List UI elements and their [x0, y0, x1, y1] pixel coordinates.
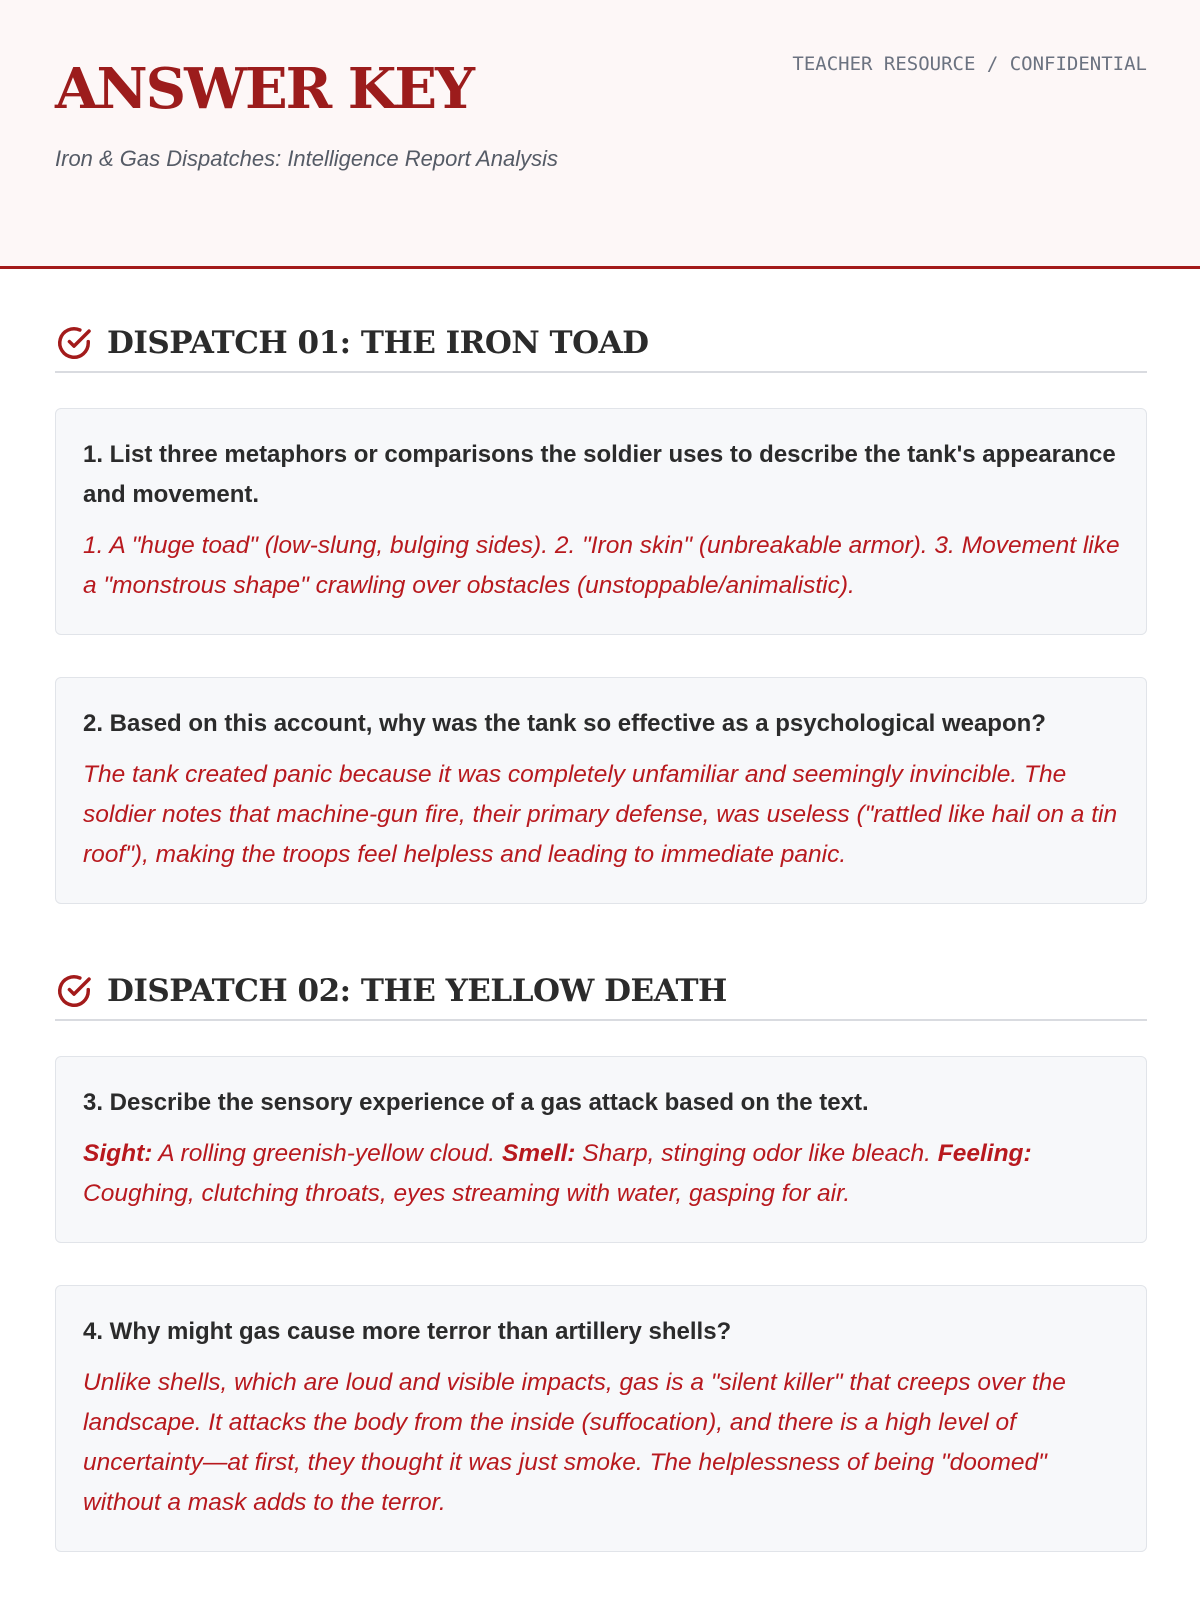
confidential-tag: TEACHER RESOURCE / CONFIDENTIAL	[792, 53, 1147, 75]
answer-text-sight: A rolling greenish-yellow cloud.	[152, 1140, 502, 1167]
section-title: DISPATCH 02: THE YELLOW DEATH	[107, 973, 727, 1009]
answer-text: Unlike shells, which are loud and visible impacts, gas is a "silent killer" that creeps over the landscape. It attacks the body from the inside (suffocation), and there is a high level of uncertainty—at first, they thought it was just smoke. The helplessness of being "doomed" without a mask adds to the terror.	[83, 1369, 1066, 1516]
question-text: 2. Based on this account, why was the tank so effective as a psychological weapon?	[83, 710, 1046, 737]
answer-label-smell: Smell:	[501, 1140, 576, 1167]
question-text: 4. Why might gas cause more terror than artillery shells?	[83, 1318, 732, 1345]
section-title: DISPATCH 01: THE IRON TOAD	[107, 325, 649, 361]
section-dispatch-02	[55, 963, 1147, 1516]
page-title: ANSWER KEY	[55, 56, 474, 122]
answer-text: The tank created panic because it was completely unfamiliar and seemingly invincible. The soldier notes that machine-gun fire, their primary defense, was useless ("rattled like hail on a tin roof"), making the troops feel helpless and leading to immediate panic.	[83, 761, 1118, 868]
question-text: 3. Describe the sensory experience of a gas attack based on the text.	[83, 1089, 869, 1116]
page-subtitle: Iron & Gas Dispatches: Intelligence Report Analysis	[55, 146, 558, 171]
question-card-4	[55, 1285, 1147, 1552]
question-card-1	[55, 408, 1147, 635]
answer-text-feeling: Coughing, clutching throats, eyes streaming with water, gasping for air.	[83, 1180, 851, 1207]
section-header	[55, 315, 1147, 373]
answer-label-sight: Sight:	[83, 1140, 153, 1167]
check-circle-icon	[55, 972, 93, 1010]
question-card-2	[55, 677, 1147, 904]
page-header	[0, 0, 1200, 269]
section-header	[55, 963, 1147, 1021]
answer-text: 1. A "huge toad" (low-slung, bulging sides). 2. "Iron skin" (unbreakable armor). 3. Movement like a "monstrous shape" crawling over obstacles (unstoppable/animalistic).	[83, 532, 1120, 599]
answer-text	[83, 1134, 1120, 1214]
answer-text-smell: Sharp, stinging odor like bleach.	[575, 1140, 938, 1167]
section-dispatch-01	[55, 315, 1147, 868]
check-circle-icon	[55, 324, 93, 362]
question-card-3	[55, 1056, 1147, 1243]
question-text: 1. List three metaphors or comparisons the soldier uses to describe the tank's appearance and movement.	[83, 441, 1116, 508]
answer-label-feeling: Feeling:	[937, 1140, 1032, 1167]
